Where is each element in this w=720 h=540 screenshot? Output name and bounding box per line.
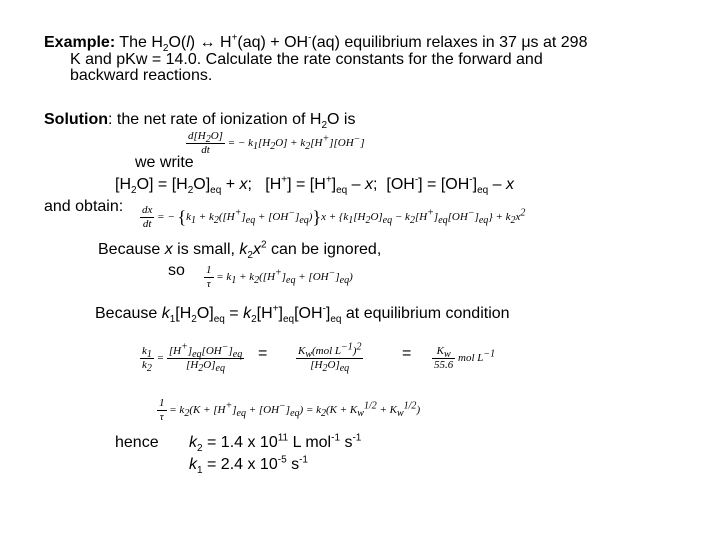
substitution-line: $[H_2O] = [H_2O]_{eq} + x$; $[H^+] = [H^+]_{eq} - x$; $[OH^-] = [OH^-]_{eq} - x$ bbox=[115, 174, 514, 197]
subscript: eq bbox=[330, 314, 342, 326]
subscript: eq bbox=[282, 314, 295, 326]
text: = 2.4 x 10 bbox=[202, 456, 278, 473]
example-line-3: backward reactions. bbox=[70, 67, 213, 84]
text: O] bbox=[196, 305, 214, 322]
equilibrium-condition-line bbox=[95, 303, 510, 326]
text: [H bbox=[175, 305, 192, 322]
superscript: + bbox=[272, 303, 279, 315]
subscript: 2 bbox=[191, 314, 197, 326]
dx-dt-equation-image: $\frac{dx}{dt}$ = − $\{k_1 + k_2([H^+]_{eq} + [OH^-]_{eq})\}x + \{k_1[H_2O]_{eq} - k_2[H^+]_{eq}[OH^-]_{eq}\} + k_2x^2$ bbox=[142, 204, 526, 230]
text: k bbox=[161, 305, 170, 322]
superscript: - bbox=[322, 303, 326, 315]
we-write-label: we write bbox=[135, 154, 194, 171]
rate-equation-image: $\frac{d[H_2O]}{dt}$ = − $k_1[H_2O] + k_2[H^+][OH^-]$ bbox=[188, 130, 365, 156]
example-line-1 bbox=[44, 32, 588, 55]
example-text: O( bbox=[168, 34, 187, 51]
tau-equation-image: $\frac{1}{\tau}$ = $k_1 + k_2([H^+]_{eq} + [OH^-]_{eq})$ bbox=[206, 264, 353, 290]
k-ratio-equation-image: $\frac{k_1}{k_2}$ = $\frac{[H^+]_{eq}[OH^-]_{eq}}{[H_2O]_{eq}}$ bbox=[142, 341, 243, 375]
superscript: -5 bbox=[277, 454, 287, 466]
text: = bbox=[224, 305, 244, 322]
text: s bbox=[286, 456, 300, 473]
subscript: 1 bbox=[169, 314, 176, 326]
equals-sign: = bbox=[258, 345, 268, 362]
text: [H bbox=[256, 305, 273, 322]
kw-ratio-equation-image: $\frac{K_w(mol L^{-1})^2}{[H_2O]_{eq}}$ bbox=[298, 341, 362, 375]
text: ] bbox=[325, 305, 331, 322]
subscript: 2 bbox=[321, 120, 328, 132]
solution-text: O is bbox=[327, 111, 356, 128]
equals-sign: = bbox=[402, 345, 412, 362]
text: s bbox=[340, 434, 353, 451]
solution-heading: Solution bbox=[44, 111, 108, 128]
text: Because bbox=[95, 305, 162, 322]
example-heading: Example: bbox=[44, 34, 116, 51]
text: = 1.4 x 10 bbox=[202, 434, 278, 451]
text: at equilibrium condition bbox=[341, 305, 510, 322]
text: k bbox=[189, 456, 197, 473]
subscript: 2 bbox=[247, 250, 253, 262]
so-label: so bbox=[168, 262, 185, 279]
solution-line bbox=[44, 111, 356, 132]
example-line-2: K and pKw = 14.0. Calculate the rate constants for the forward and bbox=[70, 51, 543, 68]
result-k2 bbox=[189, 432, 362, 455]
example-text: (aq) equilibrium relaxes in 37 μs at 298 bbox=[311, 34, 588, 51]
superscript: -1 bbox=[352, 432, 362, 444]
subscript: 1 bbox=[197, 465, 203, 477]
example-text: The H bbox=[119, 34, 163, 51]
subscript: 2 bbox=[197, 443, 203, 455]
example-text: l bbox=[186, 34, 190, 51]
text: k bbox=[189, 434, 197, 451]
subscript: eq bbox=[213, 314, 225, 326]
text: Because bbox=[98, 241, 165, 258]
superscript: + bbox=[231, 32, 238, 44]
result-k1 bbox=[189, 454, 308, 477]
text: L mol bbox=[288, 434, 332, 451]
example-text: (aq) + OH bbox=[237, 34, 309, 51]
example-text: ) ↔ H bbox=[189, 34, 232, 51]
text: ] bbox=[278, 305, 283, 322]
text: is small, bbox=[172, 241, 240, 258]
solution-text: : the net rate of ionization of H bbox=[107, 111, 322, 128]
and-obtain-label: and obtain: bbox=[44, 198, 124, 215]
because-small-line bbox=[98, 239, 382, 262]
hence-label: hence bbox=[115, 434, 159, 451]
superscript: 11 bbox=[277, 432, 289, 444]
text: k bbox=[239, 241, 248, 258]
superscript: -1 bbox=[299, 454, 308, 466]
superscript: 2 bbox=[260, 239, 267, 251]
tau-k-equation-image: $\frac{1}{\tau}$ = $k_2(K + [H^+]_{eq} + [OH^-]_{eq}) = k_2(K + K_w^{1/2} + K_w^{1/2})$ bbox=[159, 397, 421, 423]
text: x bbox=[252, 241, 261, 258]
text: can be ignored, bbox=[266, 241, 382, 258]
subscript: 2 bbox=[251, 314, 257, 326]
superscript: - bbox=[308, 32, 312, 44]
text: k bbox=[243, 305, 252, 322]
text: x bbox=[164, 241, 173, 258]
kw-value-equation-image: $\frac{K_w}{55.6}$ mol $L^{-1}$ bbox=[434, 345, 496, 371]
superscript: -1 bbox=[331, 432, 341, 444]
subscript: 2 bbox=[162, 43, 169, 55]
text: [OH bbox=[294, 305, 323, 322]
